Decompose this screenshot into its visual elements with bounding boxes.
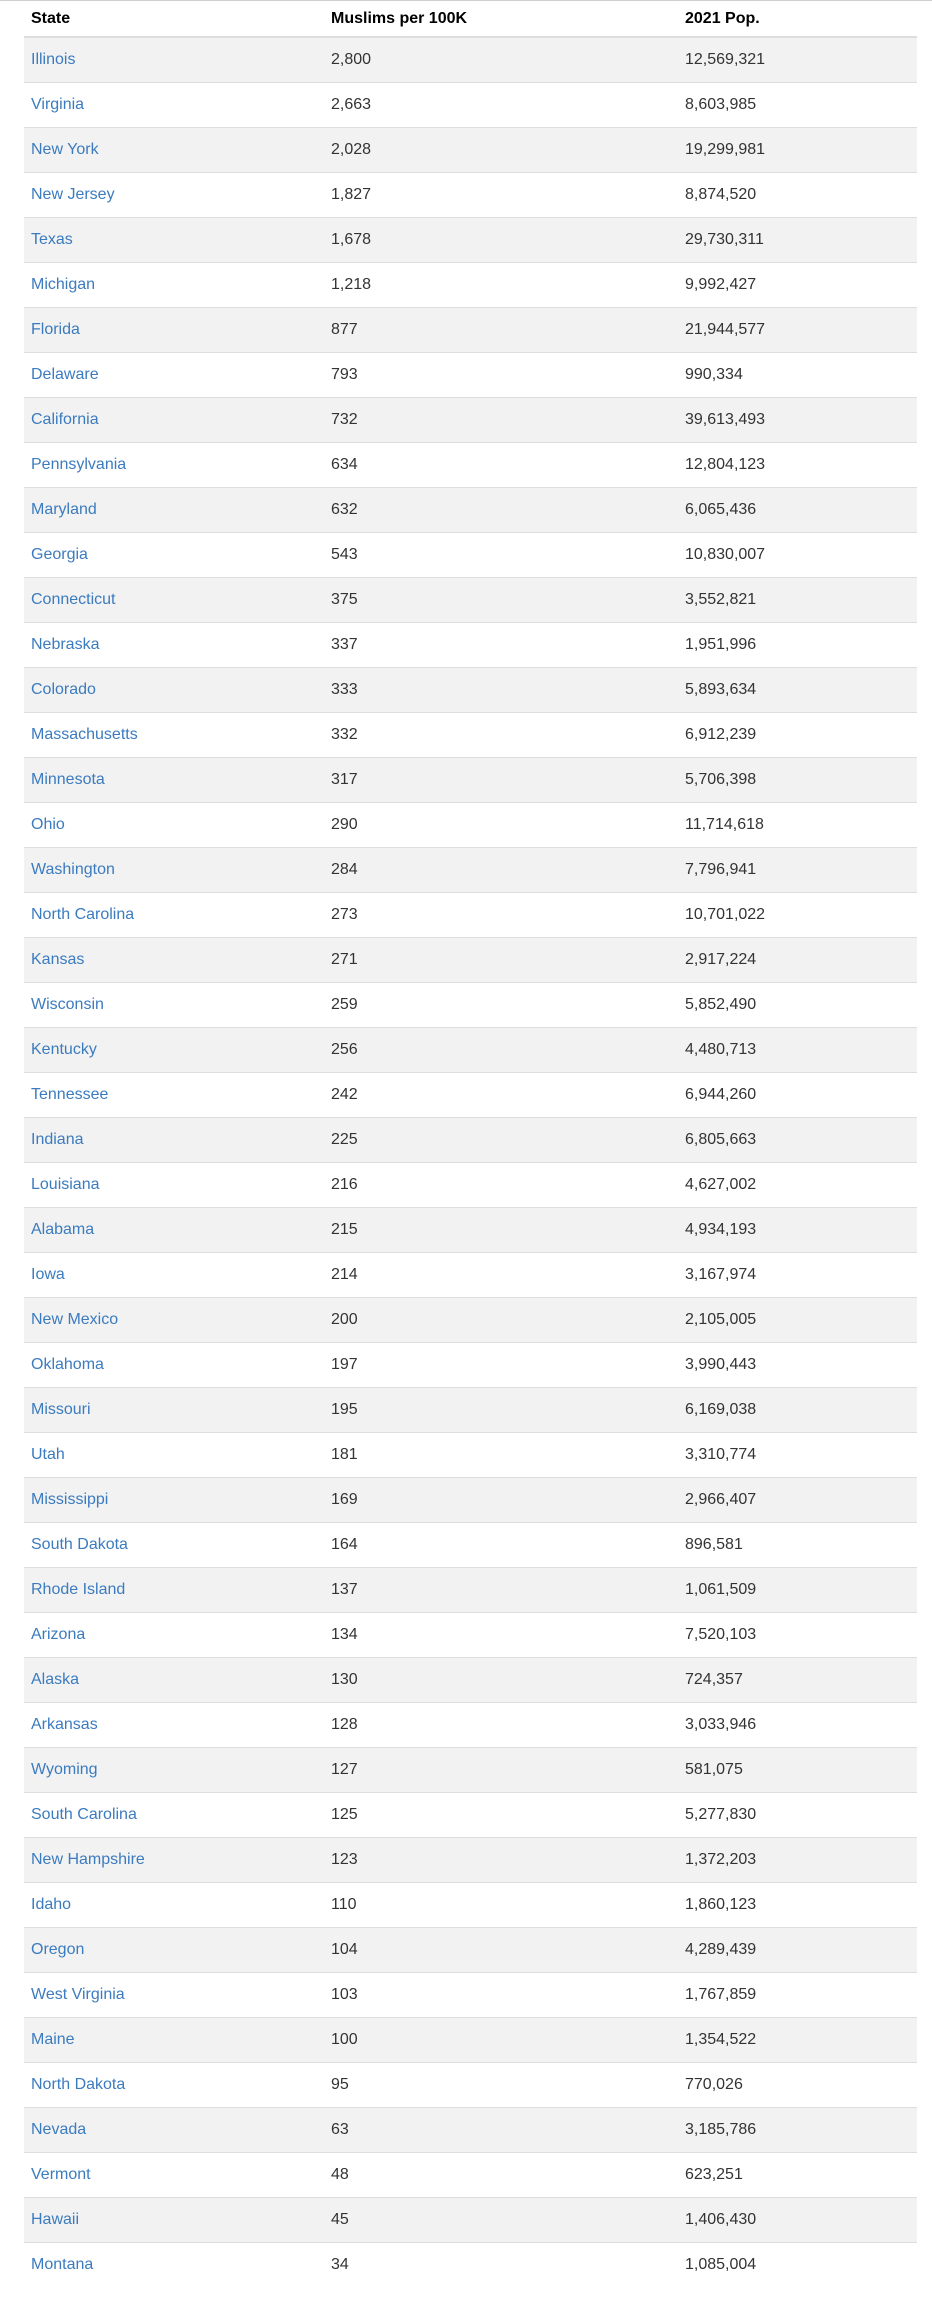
- muslims-per-100k-cell: 45: [324, 2198, 678, 2243]
- state-link[interactable]: Delaware: [31, 366, 99, 383]
- population-cell: 7,796,941: [678, 848, 917, 893]
- column-header-state[interactable]: State: [24, 1, 324, 37]
- table-row: [24, 1118, 917, 1163]
- state-cell: [24, 983, 324, 1028]
- state-cell: [24, 218, 324, 263]
- population-cell: 3,552,821: [678, 578, 917, 623]
- muslims-per-100k-cell: 103: [324, 1973, 678, 2018]
- table-row: [24, 128, 917, 173]
- table-row: [24, 1523, 917, 1568]
- state-link[interactable]: Mississippi: [31, 1491, 109, 1508]
- muslims-per-100k-cell: 125: [324, 1793, 678, 1838]
- table-row: [24, 2018, 917, 2063]
- column-header-muslims[interactable]: Muslims per 100K: [324, 1, 678, 37]
- table-row: [24, 2198, 917, 2243]
- muslims-per-100k-cell: 1,827: [324, 173, 678, 218]
- state-link[interactable]: Kentucky: [31, 1041, 97, 1058]
- state-link[interactable]: Indiana: [31, 1131, 84, 1148]
- state-link[interactable]: Connecticut: [31, 591, 116, 608]
- muslims-per-100k-cell: 317: [324, 758, 678, 803]
- state-cell: [24, 1478, 324, 1523]
- state-cell: [24, 37, 324, 83]
- state-cell: [24, 1523, 324, 1568]
- state-link[interactable]: Virginia: [31, 96, 85, 113]
- population-cell: 1,061,509: [678, 1568, 917, 1613]
- state-cell: [24, 443, 324, 488]
- table-row: [24, 308, 917, 353]
- population-cell: 7,520,103: [678, 1613, 917, 1658]
- muslims-per-100k-cell: 271: [324, 938, 678, 983]
- muslims-per-100k-cell: 195: [324, 1388, 678, 1433]
- state-link[interactable]: Idaho: [31, 1896, 72, 1913]
- state-cell: [24, 1613, 324, 1658]
- state-cell: [24, 1973, 324, 2018]
- table-row: [24, 2153, 917, 2198]
- column-header-population[interactable]: 2021 Pop.: [678, 1, 917, 37]
- state-cell: [24, 1343, 324, 1388]
- population-cell: 11,714,618: [678, 803, 917, 848]
- state-link[interactable]: Tennessee: [31, 1086, 109, 1103]
- population-cell: 6,805,663: [678, 1118, 917, 1163]
- table-row: [24, 2063, 917, 2108]
- table-row: [24, 1613, 917, 1658]
- state-cell: [24, 1928, 324, 1973]
- muslims-per-100k-cell: 225: [324, 1118, 678, 1163]
- state-cell: [24, 1118, 324, 1163]
- state-cell: [24, 83, 324, 128]
- state-cell: [24, 1208, 324, 1253]
- table-row: [24, 218, 917, 263]
- state-cell: [24, 938, 324, 983]
- population-cell: 724,357: [678, 1658, 917, 1703]
- state-cell: [24, 1433, 324, 1478]
- table-row: [24, 848, 917, 893]
- population-cell: 1,372,203: [678, 1838, 917, 1883]
- state-link[interactable]: New Mexico: [31, 1311, 119, 1328]
- state-cell: [24, 1793, 324, 1838]
- population-cell: 5,277,830: [678, 1793, 917, 1838]
- state-link[interactable]: Alabama: [31, 1221, 95, 1238]
- muslims-per-100k-cell: 2,663: [324, 83, 678, 128]
- muslims-per-100k-cell: 216: [324, 1163, 678, 1208]
- table-row: [24, 2108, 917, 2153]
- table-row: [24, 443, 917, 488]
- muslims-per-100k-cell: 242: [324, 1073, 678, 1118]
- table-row: [24, 938, 917, 983]
- state-link[interactable]: Minnesota: [31, 771, 105, 788]
- state-link[interactable]: Maryland: [31, 501, 97, 518]
- state-cell: [24, 173, 324, 218]
- table-row: [24, 1748, 917, 1793]
- population-cell: 8,603,985: [678, 83, 917, 128]
- table-row: [24, 578, 917, 623]
- state-cell: [24, 893, 324, 938]
- state-cell: [24, 128, 324, 173]
- muslims-per-100k-cell: 543: [324, 533, 678, 578]
- table-row: [24, 173, 917, 218]
- table-row: [24, 1073, 917, 1118]
- table-row: [24, 1838, 917, 1883]
- state-link[interactable]: North Carolina: [31, 906, 135, 923]
- muslims-per-100k-cell: 1,678: [324, 218, 678, 263]
- state-link[interactable]: South Carolina: [31, 1806, 137, 1823]
- muslims-per-100k-cell: 200: [324, 1298, 678, 1343]
- state-link[interactable]: Nevada: [31, 2121, 87, 2138]
- muslims-per-100k-cell: 169: [324, 1478, 678, 1523]
- state-cell: [24, 623, 324, 668]
- state-link[interactable]: Arkansas: [31, 1716, 98, 1733]
- state-link[interactable]: Kansas: [31, 951, 85, 968]
- muslims-per-100k-cell: 127: [324, 1748, 678, 1793]
- population-cell: 1,406,430: [678, 2198, 917, 2243]
- table-row: [24, 1658, 917, 1703]
- muslims-per-100k-cell: 332: [324, 713, 678, 758]
- state-link[interactable]: Georgia: [31, 546, 88, 563]
- population-cell: 2,917,224: [678, 938, 917, 983]
- table-row: [24, 1433, 917, 1478]
- population-cell: 8,874,520: [678, 173, 917, 218]
- state-link[interactable]: Michigan: [31, 276, 96, 293]
- table-row: [24, 1163, 917, 1208]
- muslims-per-100k-cell: 284: [324, 848, 678, 893]
- population-cell: 1,767,859: [678, 1973, 917, 2018]
- muslims-per-100k-cell: 181: [324, 1433, 678, 1478]
- muslims-per-100k-cell: 2,800: [324, 37, 678, 83]
- population-cell: 19,299,981: [678, 128, 917, 173]
- state-cell: [24, 848, 324, 893]
- population-cell: 21,944,577: [678, 308, 917, 353]
- population-cell: 3,167,974: [678, 1253, 917, 1298]
- population-cell: 5,893,634: [678, 668, 917, 713]
- table-row: [24, 1388, 917, 1433]
- table-row: [24, 488, 917, 533]
- population-cell: 6,944,260: [678, 1073, 917, 1118]
- header-row: [24, 1, 917, 37]
- state-cell: [24, 263, 324, 308]
- muslims-per-100k-cell: 337: [324, 623, 678, 668]
- population-cell: 990,334: [678, 353, 917, 398]
- table-row: [24, 1253, 917, 1298]
- population-cell: 770,026: [678, 2063, 917, 2108]
- population-cell: 3,310,774: [678, 1433, 917, 1478]
- state-cell: [24, 1883, 324, 1928]
- state-link[interactable]: Louisiana: [31, 1176, 100, 1193]
- population-cell: 10,830,007: [678, 533, 917, 578]
- population-cell: 3,990,443: [678, 1343, 917, 1388]
- state-link[interactable]: Wisconsin: [31, 996, 104, 1013]
- muslims-per-100k-cell: 63: [324, 2108, 678, 2153]
- state-link[interactable]: Nebraska: [31, 636, 100, 653]
- population-cell: 2,966,407: [678, 1478, 917, 1523]
- population-cell: 3,185,786: [678, 2108, 917, 2153]
- population-cell: 896,581: [678, 1523, 917, 1568]
- muslims-per-100k-cell: 123: [324, 1838, 678, 1883]
- state-link[interactable]: New Jersey: [31, 186, 115, 203]
- state-link[interactable]: Colorado: [31, 681, 96, 698]
- population-cell: 9,992,427: [678, 263, 917, 308]
- population-cell: 6,065,436: [678, 488, 917, 533]
- state-cell: [24, 2108, 324, 2153]
- state-cell: [24, 1748, 324, 1793]
- state-link[interactable]: Wyoming: [31, 1761, 98, 1778]
- muslims-per-100k-cell: 164: [324, 1523, 678, 1568]
- table-row: [24, 803, 917, 848]
- muslims-per-100k-cell: 2,028: [324, 128, 678, 173]
- state-cell: [24, 2153, 324, 2198]
- population-cell: 29,730,311: [678, 218, 917, 263]
- state-cell: [24, 1388, 324, 1433]
- muslims-per-100k-cell: 197: [324, 1343, 678, 1388]
- table-row: [24, 533, 917, 578]
- muslims-per-100k-cell: 34: [324, 2243, 678, 2288]
- muslims-per-100k-cell: 290: [324, 803, 678, 848]
- state-cell: [24, 398, 324, 443]
- state-link[interactable]: Texas: [31, 231, 73, 248]
- muslims-per-100k-cell: 877: [324, 308, 678, 353]
- state-cell: [24, 308, 324, 353]
- state-link[interactable]: Rhode Island: [31, 1581, 126, 1598]
- muslims-per-100k-cell: 333: [324, 668, 678, 713]
- table-row: [24, 983, 917, 1028]
- muslims-per-100k-cell: 256: [324, 1028, 678, 1073]
- state-link[interactable]: Iowa: [31, 1266, 65, 1283]
- state-link[interactable]: Vermont: [31, 2166, 91, 2183]
- state-cell: [24, 803, 324, 848]
- population-cell: 1,951,996: [678, 623, 917, 668]
- state-link[interactable]: Oregon: [31, 1941, 85, 1958]
- table-row: [24, 1793, 917, 1838]
- state-link[interactable]: Oklahoma: [31, 1356, 104, 1373]
- table-row: [24, 1973, 917, 2018]
- state-link[interactable]: Washington: [31, 861, 115, 878]
- muslims-per-100k-cell: 137: [324, 1568, 678, 1613]
- table-row: [24, 2243, 917, 2288]
- state-cell: [24, 713, 324, 758]
- table-row: [24, 1478, 917, 1523]
- state-link[interactable]: Hawaii: [31, 2211, 80, 2228]
- state-link[interactable]: West Virginia: [31, 1986, 125, 2003]
- table-header: [24, 1, 917, 37]
- muslims-per-100k-cell: 100: [324, 2018, 678, 2063]
- population-cell: 10,701,022: [678, 893, 917, 938]
- muslims-per-100k-cell: 273: [324, 893, 678, 938]
- muslims-per-100k-cell: 793: [324, 353, 678, 398]
- population-cell: 39,613,493: [678, 398, 917, 443]
- state-cell: [24, 1658, 324, 1703]
- state-cell: [24, 353, 324, 398]
- state-cell: [24, 1298, 324, 1343]
- table-row: [24, 1883, 917, 1928]
- muslims-per-100k-cell: 48: [324, 2153, 678, 2198]
- muslims-per-100k-cell: 95: [324, 2063, 678, 2108]
- population-cell: 4,934,193: [678, 1208, 917, 1253]
- table-row: [24, 1928, 917, 1973]
- state-cell: [24, 1163, 324, 1208]
- muslims-per-100k-cell: 215: [324, 1208, 678, 1253]
- muslims-per-100k-cell: 259: [324, 983, 678, 1028]
- muslims-per-100k-cell: 110: [324, 1883, 678, 1928]
- population-cell: 1,860,123: [678, 1883, 917, 1928]
- table-row: [24, 83, 917, 128]
- muslims-per-100k-cell: 128: [324, 1703, 678, 1748]
- population-cell: 4,627,002: [678, 1163, 917, 1208]
- state-cell: [24, 758, 324, 803]
- state-link[interactable]: Arizona: [31, 1626, 86, 1643]
- table-row: [24, 623, 917, 668]
- state-cell: [24, 1703, 324, 1748]
- muslims-per-100k-cell: 375: [324, 578, 678, 623]
- muslims-per-100k-cell: 632: [324, 488, 678, 533]
- table-row: [24, 1343, 917, 1388]
- table-row: [24, 1568, 917, 1613]
- population-cell: 4,289,439: [678, 1928, 917, 1973]
- state-cell: [24, 2018, 324, 2063]
- state-cell: [24, 668, 324, 713]
- state-cell: [24, 1568, 324, 1613]
- table-row: [24, 37, 917, 83]
- population-cell: 12,804,123: [678, 443, 917, 488]
- muslims-by-state-table: [24, 1, 917, 2287]
- table-row: [24, 353, 917, 398]
- population-cell: 5,706,398: [678, 758, 917, 803]
- state-cell: [24, 488, 324, 533]
- state-cell: [24, 1028, 324, 1073]
- state-link[interactable]: Alaska: [31, 1671, 80, 1688]
- table-row: [24, 398, 917, 443]
- state-cell: [24, 578, 324, 623]
- muslims-per-100k-cell: 1,218: [324, 263, 678, 308]
- population-cell: 3,033,946: [678, 1703, 917, 1748]
- state-link[interactable]: Utah: [31, 1446, 65, 1463]
- table-row: [24, 1298, 917, 1343]
- state-link[interactable]: California: [31, 411, 99, 428]
- population-cell: 4,480,713: [678, 1028, 917, 1073]
- state-cell: [24, 2063, 324, 2108]
- state-link[interactable]: South Dakota: [31, 1536, 128, 1553]
- state-link[interactable]: North Dakota: [31, 2076, 126, 2093]
- state-cell: [24, 2243, 324, 2288]
- table-row: [24, 713, 917, 758]
- state-link[interactable]: Ohio: [31, 816, 65, 833]
- state-link[interactable]: Missouri: [31, 1401, 91, 1418]
- state-cell: [24, 1253, 324, 1298]
- state-link[interactable]: Montana: [31, 2256, 94, 2273]
- state-cell: [24, 2198, 324, 2243]
- state-link[interactable]: Illinois: [31, 51, 76, 68]
- table-row: [24, 1028, 917, 1073]
- population-cell: 6,169,038: [678, 1388, 917, 1433]
- population-cell: 1,085,004: [678, 2243, 917, 2288]
- population-cell: 6,912,239: [678, 713, 917, 758]
- population-cell: 1,354,522: [678, 2018, 917, 2063]
- population-cell: 581,075: [678, 1748, 917, 1793]
- muslims-per-100k-cell: 104: [324, 1928, 678, 1973]
- population-cell: 623,251: [678, 2153, 917, 2198]
- state-cell: [24, 1073, 324, 1118]
- state-link[interactable]: Maine: [31, 2031, 75, 2048]
- state-link[interactable]: New Hampshire: [31, 1851, 145, 1868]
- population-cell: 5,852,490: [678, 983, 917, 1028]
- data-table-container: [24, 1, 917, 2287]
- state-cell: [24, 533, 324, 578]
- table-row: [24, 1703, 917, 1748]
- table-body: [24, 37, 917, 2287]
- muslims-per-100k-cell: 634: [324, 443, 678, 488]
- table-row: [24, 1208, 917, 1253]
- state-link[interactable]: Massachusetts: [31, 726, 138, 743]
- table-row: [24, 668, 917, 713]
- muslims-per-100k-cell: 130: [324, 1658, 678, 1703]
- table-row: [24, 893, 917, 938]
- table-row: [24, 263, 917, 308]
- muslims-per-100k-cell: 134: [324, 1613, 678, 1658]
- muslims-per-100k-cell: 732: [324, 398, 678, 443]
- population-cell: 2,105,005: [678, 1298, 917, 1343]
- state-link[interactable]: New York: [31, 141, 99, 158]
- population-cell: 12,569,321: [678, 37, 917, 83]
- state-link[interactable]: Pennsylvania: [31, 456, 127, 473]
- muslims-per-100k-cell: 214: [324, 1253, 678, 1298]
- table-row: [24, 758, 917, 803]
- state-link[interactable]: Florida: [31, 321, 80, 338]
- state-cell: [24, 1838, 324, 1883]
